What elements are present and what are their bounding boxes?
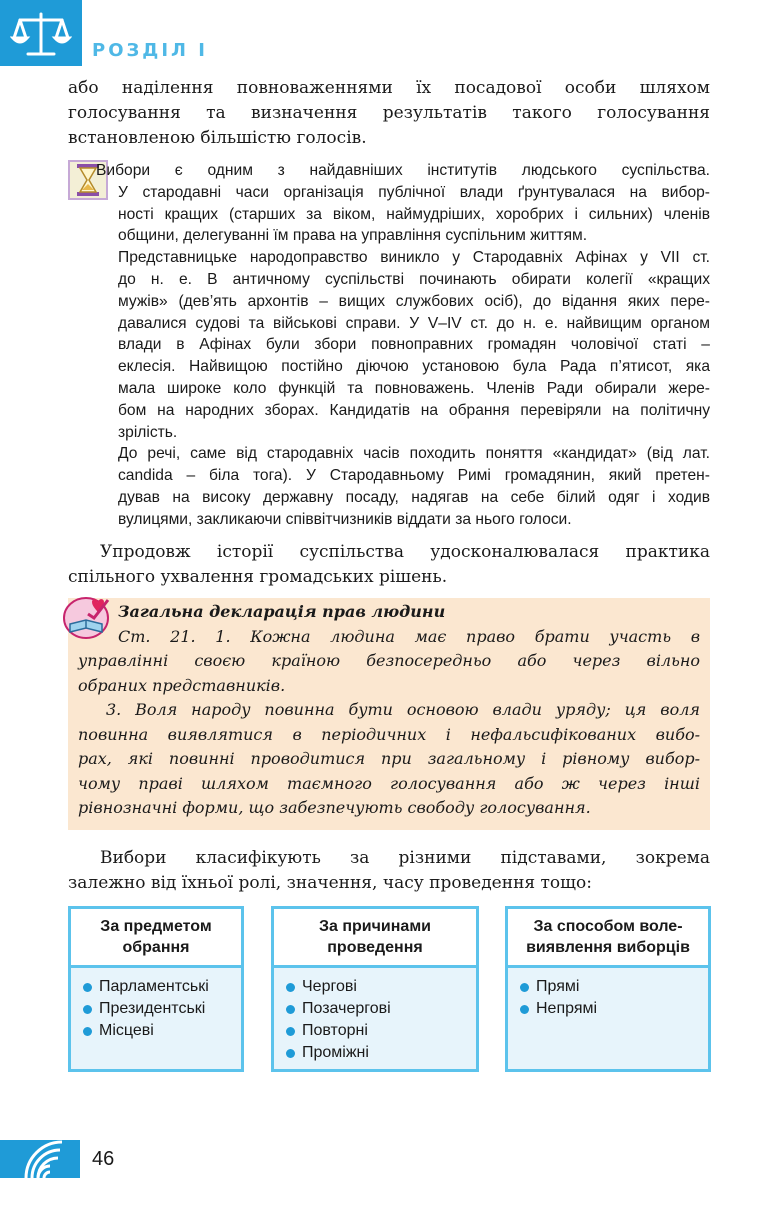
declaration-line: рівнозначні форми, що забезпечують свободу голосування. bbox=[78, 798, 591, 817]
declaration-line: Ст. 21. 1. Кожна людина має право брати участь в bbox=[118, 626, 700, 646]
info-line: вулицями, закликаючи співвітчизників віддати за нього голоси. bbox=[118, 510, 572, 528]
info-line: Представницьке народоправство виникло у Стародавніх Афінах у VII ст. bbox=[118, 249, 710, 267]
info-line: дував на високу державну посаду, надягав на себе білий одяг і ходив bbox=[118, 488, 710, 506]
category-title-line: виявлення виборців bbox=[526, 939, 690, 956]
declaration-text bbox=[78, 600, 700, 821]
history-line: спільного ухвалення громадських рішень. bbox=[68, 567, 448, 587]
category-subject bbox=[68, 906, 244, 1072]
category-item: Чергові bbox=[286, 976, 476, 998]
info-text bbox=[96, 160, 710, 531]
declaration-line: чому праві шляхом таємного голосування або ж через інші bbox=[78, 773, 700, 793]
category-list bbox=[274, 968, 476, 1064]
intro-line: встановленою більшістю голосів. bbox=[68, 128, 367, 148]
declaration-line: 3. Воля народу повинна бути основою влади уряду; ця воля bbox=[106, 700, 700, 719]
info-line: мужів» (дев’ять архонтів – вищих службових осіб), до відання яких пере- bbox=[118, 292, 710, 310]
category-method bbox=[505, 906, 711, 1072]
intro-line: або наділення повноваженнями їх посадової особи шляхом bbox=[68, 78, 710, 98]
category-title bbox=[508, 909, 708, 968]
category-title-line: За предметом bbox=[100, 918, 212, 935]
signal-waves-icon bbox=[0, 1140, 80, 1178]
declaration-line: рах, які повинні проводитися при загальному і рівному вибор- bbox=[78, 749, 700, 768]
category-title bbox=[71, 909, 241, 968]
classification-paragraph bbox=[68, 846, 710, 896]
category-list bbox=[71, 968, 241, 1042]
info-line: еклесія. Найвищою постійно діючою установою була Рада п’ятисот, яка bbox=[118, 358, 710, 376]
intro-line: голосування та визначення результатів такого голосування bbox=[68, 103, 710, 123]
category-reasons bbox=[271, 906, 479, 1072]
category-item: Позачергові bbox=[286, 998, 476, 1020]
category-title-line: обрання bbox=[122, 939, 190, 956]
info-line: влади в Афінах були збори повноправних громадян чоловічої статі – bbox=[118, 336, 710, 354]
section-title: РОЗДІЛ І bbox=[92, 40, 208, 61]
info-line: общини, делегуванні їм права на управління суспільним життям. bbox=[118, 227, 588, 245]
category-item: Місцеві bbox=[83, 1020, 241, 1042]
intro-paragraph bbox=[68, 76, 710, 151]
history-paragraph bbox=[68, 540, 710, 590]
info-line: зрілість. bbox=[118, 423, 178, 441]
info-line: мала широке коло функцій та повноважень. Членів Ради обирали жере- bbox=[118, 379, 710, 397]
category-item: Проміжні bbox=[286, 1042, 476, 1064]
info-line: давалися судові та військові справи. У V–IV ст. до н. е. найвищим органом bbox=[118, 314, 710, 332]
category-item: Повторні bbox=[286, 1020, 476, 1042]
info-line: До речі, саме від стародавніх часів походить поняття «кандидат» (від лат. bbox=[118, 445, 710, 463]
category-title-line: проведення bbox=[327, 939, 423, 956]
classification-line: Вибори класифікують за різними підставами, зокрема bbox=[100, 848, 710, 868]
category-title-line: За способом воле- bbox=[533, 918, 683, 935]
info-line: У стародавні часи організація публічної влади ґрунтувалася на вибор- bbox=[118, 183, 710, 201]
category-title bbox=[274, 909, 476, 968]
category-list bbox=[508, 968, 708, 1020]
info-line: ності кращих (старших за віком, наймудріших, хоробрих і сильних) членів bbox=[118, 205, 710, 223]
declaration-line: управлінні своєю країною безпосередньо або через вільно bbox=[78, 651, 700, 670]
info-line: бом на народних зборах. Кандидатів на обрання перевіряли на політичну bbox=[118, 401, 710, 419]
page-number: 46 bbox=[92, 1148, 115, 1170]
declaration-line: повинна виявлятися в періодичних і нефальсифікованих вибо- bbox=[78, 724, 700, 744]
history-line: Упродовж історії суспільства удосконалювалася практика bbox=[100, 542, 710, 562]
category-item: Парламентські bbox=[83, 976, 241, 998]
info-line: Вибори є одним з найдавніших інститутів людського суспільства. bbox=[96, 162, 710, 179]
scales-icon bbox=[10, 10, 72, 58]
section-badge bbox=[0, 0, 82, 66]
category-item: Президентські bbox=[83, 998, 241, 1020]
category-item: Непрямі bbox=[520, 998, 708, 1020]
category-title-line: За причинами bbox=[319, 918, 431, 935]
info-line: до н. е. В античному суспільстві починають обирати колегії «кращих bbox=[118, 270, 710, 288]
info-line: candida – біла тога). У Стародавньому Римі громадянин, який претен- bbox=[118, 467, 710, 485]
classification-line: залежно від їхньої ролі, значення, часу проведення тощо: bbox=[68, 873, 592, 893]
declaration-line: обраних представників. bbox=[78, 675, 286, 695]
category-item: Прямі bbox=[520, 976, 708, 998]
declaration-title: Загальна декларація прав людини bbox=[118, 602, 446, 621]
